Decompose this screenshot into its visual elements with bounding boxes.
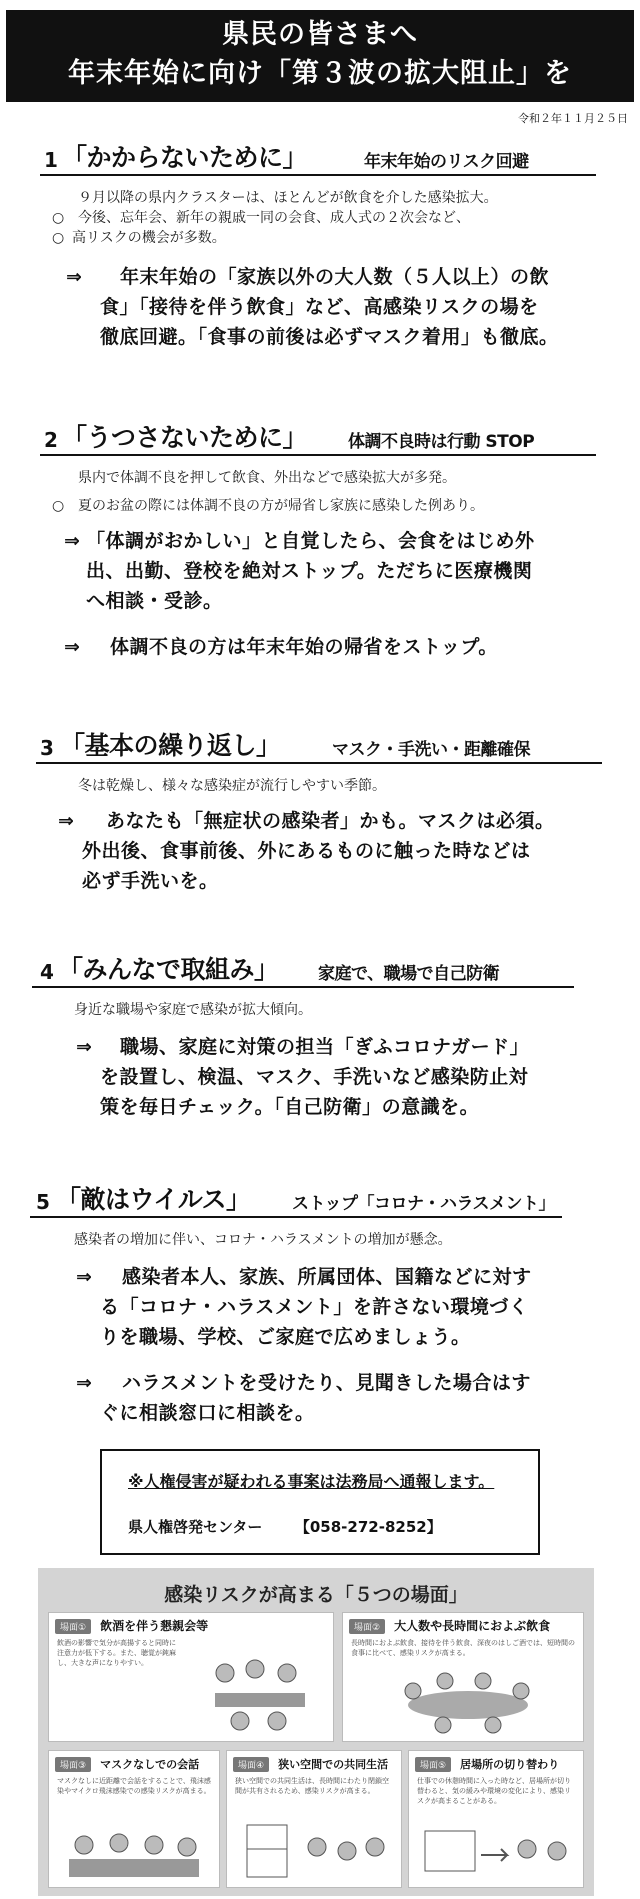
scene-tag: 場面③ — [55, 1757, 91, 1772]
section-heading: 「うつさないために」 — [62, 423, 308, 452]
scene-heading: 飲酒を伴う懇親会等 — [100, 1619, 209, 1633]
scene-panel-3 — [48, 1750, 220, 1888]
header-title-line1: 県民の皆さまへ — [222, 19, 418, 50]
action-item: ⇒ 体調不良の方は年末年始の帰省をストップ。 — [0, 632, 640, 662]
arrow-icon: ⇒ — [76, 1372, 93, 1394]
section-subheading: 体調不良時は行動 STOP — [348, 432, 535, 452]
section-3 — [0, 726, 640, 896]
action-item: ⇒ あなたも「無症状の感染者」かも。マスクは必須。 外出後、食事前後、外にあるものに触った時などは 必ず手洗いを。 — [0, 806, 640, 896]
arrow-icon: ⇒ — [66, 266, 83, 288]
section-number: 1 — [44, 148, 58, 172]
section-underline — [40, 174, 596, 176]
section-number: 3 — [40, 736, 54, 760]
bullet-item: ○ 今後、忘年会、新年の親戚一同の会食、成人式の２次会など、 — [0, 208, 640, 228]
contact-phone: 【058-272-8252】 — [294, 1518, 442, 1536]
scene-panel-4 — [226, 1750, 402, 1888]
unmasked-conversation-illustration — [59, 1825, 209, 1881]
section-heading: 「敵はウイルス」 — [56, 1185, 251, 1214]
bullet-item: ９月以降の県内クラスターは、ほとんどが飲食を介した感染拡大。 — [78, 190, 498, 206]
action-item: ⇒ 感染者本人、家族、所属団体、国籍などに対す る「コロナ・ハラスメント」を許さない環境づく りを職場、学校、ご家庭で広めましょう。 — [0, 1262, 640, 1352]
bullet-item: 県内で体調不良を押して飲食、外出などで感染拡大が多発。 — [78, 470, 456, 486]
bullet-item-continued: ○ 高リスクの機会が多数。 — [0, 228, 640, 248]
section-heading: 「基本の繰り返し」 — [60, 731, 281, 760]
action-item: ⇒ 職場、家庭に対策の担当「ぎふコロナガード」 を設置し、検温、マスク、手洗いなど感染防止対 策を毎日チェック。「自己防衛」の意識を。 — [0, 1032, 640, 1122]
scene-heading: 居場所の切り替わり — [460, 1758, 560, 1771]
section-underline — [32, 986, 574, 988]
issue-date: 令和２年１１月２５日 — [518, 112, 628, 125]
arrow-icon: ⇒ — [58, 810, 75, 832]
scene-heading: 狭い空間での共同生活 — [278, 1758, 389, 1771]
arrow-icon: ⇒ — [64, 530, 81, 552]
scene-tag: 場面② — [349, 1619, 385, 1634]
section-underline — [40, 454, 596, 456]
section-number: 2 — [44, 428, 58, 452]
scene-description: 狭い空間での共同生活は、長時間にわたり閉鎖空間が共有されるため、感染リスクが高まる。 — [235, 1777, 389, 1795]
section-underline — [36, 762, 602, 764]
contact-org: 県人権啓発センター — [128, 1518, 263, 1536]
action-item: ⇒ 「体調がおかしい」と自覚したら、会食をはじめ外 出、出勤、登校を絶対ストップ。ただちに医療機関 へ相談・受診。 — [0, 526, 640, 616]
section-subheading: 年末年始のリスク回避 — [364, 152, 529, 172]
break-room-illustration — [419, 1825, 575, 1881]
arrow-icon: ⇒ — [76, 1266, 93, 1288]
action-item: ⇒ 年末年始の「家族以外の大人数（５人以上）の飲 食」「接待を伴う飲食」など、高感染リスクの場を 徹底回避。「食事の前後は必ずマスク着用」も徹底。 — [0, 262, 640, 352]
notice-text: ※人権侵害が疑われる事案は法務局へ通報します。 — [128, 1472, 495, 1491]
header-title-line2: 年末年始に向け「第３波の拡大阻止」を — [68, 58, 572, 89]
scene-description: 飲酒の影響で気分が高揚すると同時に注意力が低下する。また、聴覚が鈍麻し、大きな声になりやすい。 — [57, 1639, 176, 1667]
section-subheading: ストップ「コロナ・ハラスメント」 — [292, 1194, 555, 1214]
shared-living-illustration — [237, 1821, 393, 1881]
large-group-dining-illustration — [383, 1665, 553, 1735]
scene-panel-1 — [48, 1612, 334, 1742]
section-title — [0, 1180, 640, 1218]
section-number: 4 — [40, 960, 54, 984]
scene-panel-2 — [342, 1612, 584, 1742]
section-4 — [0, 950, 640, 1122]
human-rights-notice — [100, 1449, 540, 1555]
bullet-item: 身近な職場や家庭で感染が拡大傾向。 — [74, 1002, 312, 1018]
section-5 — [0, 1180, 640, 1428]
header-banner — [6, 10, 634, 102]
section-heading: 「みんなで取組み」 — [58, 955, 279, 984]
arrow-icon: ⇒ — [76, 1036, 93, 1058]
scene-tag: 場面① — [55, 1619, 91, 1634]
scene-heading: マスクなしでの会話 — [100, 1758, 200, 1771]
scene-description: マスクなしに近距離で会話をすることで、飛沫感染やマイクロ飛沫感染での感染リスクが高まる。 — [57, 1777, 211, 1795]
section-underline — [30, 1216, 562, 1218]
section-title — [0, 726, 640, 764]
infographic-title: 感染リスクが高まる「５つの場面」 — [164, 1584, 468, 1606]
scene-description: 仕事での休憩時間に入った時など、居場所が切り替わると、気の緩みや環境の変化により、感染リスクが高まることがある。 — [417, 1777, 571, 1805]
drinking-party-illustration — [195, 1643, 325, 1733]
section-number: 5 — [36, 1190, 50, 1214]
section-heading: 「かからないために」 — [62, 143, 308, 172]
scene-panel-5 — [408, 1750, 584, 1888]
section-subheading: マスク・手洗い・距離確保 — [332, 740, 530, 760]
section-1 — [0, 138, 640, 352]
bullet-item: 冬は乾燥し、様々な感染症が流行しやすい季節。 — [78, 778, 386, 794]
scene-heading: 大人数や長時間におよぶ飲食 — [394, 1619, 551, 1633]
section-2 — [0, 418, 640, 662]
scene-tag: 場面④ — [233, 1757, 269, 1772]
bullet-item: 感染者の増加に伴い、コロナ・ハラスメントの増加が懸念。 — [74, 1232, 452, 1248]
section-title — [0, 418, 640, 456]
section-title — [0, 138, 640, 176]
section-title — [0, 950, 640, 988]
scene-description: 長時間におよぶ飲食、接待を伴う飲食、深夜のはしご酒では、短時間の食事に比べて、感染リスクが高まる。 — [351, 1639, 575, 1657]
arrow-icon: ⇒ — [64, 636, 81, 658]
five-scenes-infographic — [38, 1568, 594, 1896]
scene-tag: 場面⑤ — [415, 1757, 451, 1772]
bullet-item: ○ 夏のお盆の際には体調不良の方が帰省し家族に感染した例あり。 — [0, 496, 640, 516]
action-item: ⇒ ハラスメントを受けたり、見聞きした場合はす ぐに相談窓口に相談を。 — [0, 1368, 640, 1428]
contact-line — [128, 1516, 538, 1537]
section-subheading: 家庭で、職場で自己防衛 — [318, 964, 500, 984]
